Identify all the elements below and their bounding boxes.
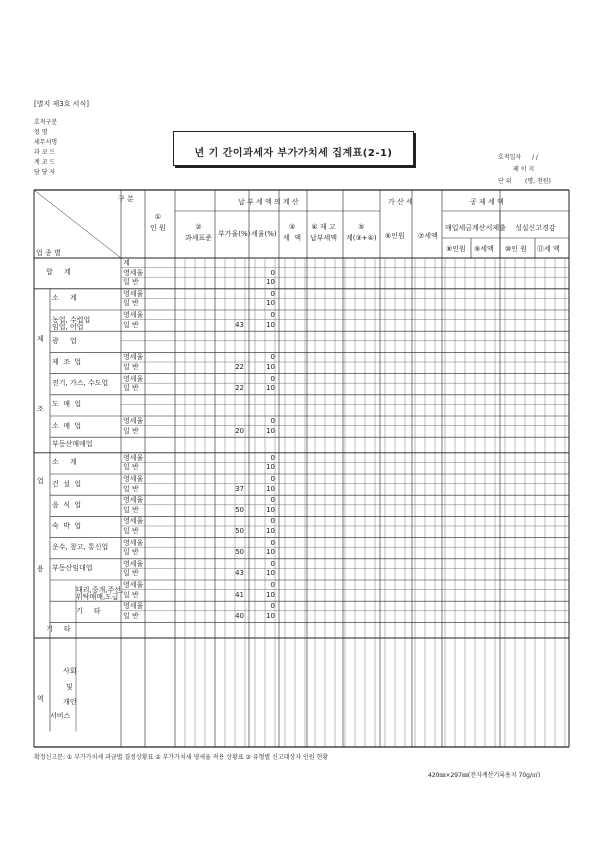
row-label: 기 타 — [76, 606, 101, 615]
row-rate-value: 41 — [235, 590, 244, 599]
left-meta-1: 청 명 — [34, 129, 48, 136]
row-rate-value: 37 — [235, 484, 244, 493]
row-sub-label: 영세율 — [123, 417, 144, 425]
row-taxrate-value: 0 — [270, 374, 275, 383]
row-sub-label: 영세율 — [123, 453, 144, 462]
row-taxrate-value: 0 — [270, 517, 275, 526]
row-label: 도 매 업 — [52, 400, 82, 409]
row-sub-label: 영세율 — [123, 268, 144, 277]
row-taxrate-value: 10 — [266, 299, 275, 308]
row-label: 부동산매매업 — [52, 440, 93, 448]
header-col4: ④ 재 고 납부세액 — [310, 223, 338, 243]
row-rate-value: 50 — [235, 505, 244, 514]
row-label: 전기, 가스, 수도업 — [52, 379, 109, 388]
header-col11: ⑪세 액 — [537, 245, 560, 253]
side-label-manufacture-3: 업 — [37, 477, 44, 485]
row-taxrate-value: 0 — [270, 453, 275, 462]
row-label: 소 계 — [52, 458, 77, 467]
header-col1: ① 인 원 — [150, 213, 166, 233]
row-taxrate-value: 10 — [266, 484, 275, 493]
row-label: 음 식 업 — [52, 500, 82, 509]
form-number: [별지 제3호 서식] — [34, 100, 89, 108]
row-taxrate-value: 0 — [270, 581, 275, 589]
row-sub-label: 일 반 — [123, 527, 139, 535]
row-rate-value: 22 — [235, 363, 244, 371]
side-label-misc-1: 용 — [37, 565, 44, 573]
row-sub-label: 일 반 — [123, 299, 139, 308]
row-taxrate-value: 0 — [270, 602, 275, 611]
header-col9: ⑨세액 — [474, 245, 494, 253]
row-sub-label: 영세율 — [123, 496, 144, 505]
header-col8: ⑧인원 — [446, 245, 466, 253]
row-taxrate-value: 10 — [266, 363, 275, 371]
row-taxrate-value: 10 — [266, 527, 275, 535]
header-payment-group: 납 부 세 액 의 계 산 — [238, 198, 299, 206]
row-label: 소 계 — [52, 294, 77, 303]
unit-label: 단 위 — [498, 178, 512, 185]
row-sub-label: 영세율 — [123, 311, 144, 319]
row-taxrate-value: 10 — [266, 384, 275, 393]
row-taxrate-value: 0 — [270, 268, 275, 277]
row-label: 광 업 — [52, 336, 77, 345]
row-sub-label: 일 반 — [123, 484, 139, 493]
row-sub-label: 영세율 — [123, 538, 144, 547]
row-sub-label: 영세율 — [123, 517, 144, 526]
side-label-service-2: 및 — [66, 683, 73, 691]
row-sub-label: 영세율 — [123, 475, 144, 483]
left-meta-5: 담 당 자 — [34, 169, 56, 176]
row-label: 운수, 창고, 통신업 — [52, 543, 109, 552]
row-label: 부동산임대업 — [52, 564, 93, 573]
row-taxrate-value: 10 — [266, 463, 275, 472]
row-rate-value: 43 — [235, 569, 244, 578]
row-label: 소 매 업 — [52, 421, 82, 430]
row-taxrate-value: 0 — [270, 417, 275, 425]
row-sub-label: 계 — [123, 259, 130, 267]
header-col-taxrate: 세율(%) — [251, 230, 277, 238]
header-col10: ⑩인 원 — [505, 245, 528, 253]
row-taxrate-value: 10 — [266, 548, 275, 557]
row-sub-label: 일 반 — [123, 363, 139, 371]
date-label: 호적일자 — [498, 154, 522, 161]
row-sub-label: 영세율 — [123, 581, 144, 589]
row-sub-label: 일 반 — [123, 590, 139, 599]
header-col7: ⑦세액 — [418, 232, 438, 240]
row-label: 농업, 수렵업 임업, 어업 — [52, 315, 91, 331]
row-label: 제 조 업 — [52, 358, 82, 366]
row-sub-label: 영세율 — [123, 374, 144, 383]
row-sub-label: 영세율 — [123, 353, 144, 362]
header-deduction-group: 공 제 세 액 — [470, 198, 504, 206]
side-label-service-1: 사회 — [63, 667, 77, 675]
row-taxrate-value: 10 — [266, 320, 275, 329]
left-meta-4: 계 코 드 — [34, 159, 56, 166]
row-taxrate-value: 0 — [270, 475, 275, 483]
unit-value: (명, 천원) — [525, 178, 551, 185]
row-sub-label: 영세율 — [123, 289, 144, 298]
header-category: 구 분 — [118, 195, 134, 203]
header-col6: ⑥인원 — [385, 232, 405, 240]
header-col3: ③ 세 액 — [283, 223, 301, 243]
paper-size: 420㎜×297㎜(전자계산기록용지 70g/㎡) — [428, 772, 541, 779]
row-label: 대리,중개,주선, 위탁매매,도급 — [76, 585, 124, 601]
header-subgroup-a: 매입세금계산서제출 — [445, 224, 506, 232]
row-sub-label: 일 반 — [123, 320, 139, 329]
side-label-service-3: 개인 — [63, 698, 77, 706]
row-label: 합 계 — [46, 268, 71, 277]
row-label: 숙 박 업 — [52, 522, 82, 530]
header-diagonal — [34, 190, 121, 258]
page-title: 년 기 간이과세자 부가가치세 집계표(2-1) — [194, 148, 393, 159]
row-sub-label: 일 반 — [123, 548, 139, 557]
footnote: 확정신고분: ① 부가가치세 과금별 결정상황표 ② 부가가치세 영세율 적용 상황표 ③ 유형별 신고대상자 인원 현황 — [34, 754, 329, 761]
left-meta-2: 세무서명 — [34, 139, 58, 146]
row-taxrate-value: 0 — [270, 311, 275, 319]
row-rate-value: 50 — [235, 548, 244, 557]
header-col5: ⑤ 계(③+④) — [346, 223, 377, 243]
page-label: 페 이 지 — [513, 166, 535, 173]
header-subgroup-b: 성실신고경감 — [515, 224, 556, 232]
row-rate-value: 43 — [235, 320, 244, 329]
row-taxrate-value: 10 — [266, 426, 275, 435]
left-meta-3: 과 코 드 — [34, 149, 56, 156]
row-taxrate-value: 0 — [270, 289, 275, 298]
header-industry: 업 종 별 — [36, 249, 61, 257]
row-sub-label: 영세율 — [123, 602, 144, 611]
row-sub-label: 일 반 — [123, 569, 139, 578]
row-label: 기 타 — [46, 625, 71, 634]
row-taxrate-value: 0 — [270, 496, 275, 505]
row-taxrate-value: 10 — [266, 278, 275, 287]
row-taxrate-value: 10 — [266, 505, 275, 514]
row-taxrate-value: 10 — [266, 590, 275, 599]
row-sub-label: 일 반 — [123, 611, 139, 620]
row-sub-label: 일 반 — [123, 463, 139, 472]
row-taxrate-value: 10 — [266, 611, 275, 620]
row-sub-label: 일 반 — [123, 384, 139, 393]
side-label-manufacture-2: 조 — [37, 405, 44, 413]
side-label-misc-2: 역 — [37, 695, 44, 703]
row-taxrate-value: 0 — [270, 538, 275, 547]
row-sub-label: 일 반 — [123, 426, 139, 435]
left-meta-0: 호적구분 — [34, 119, 58, 126]
header-addition-group: 가 산 세 — [388, 198, 413, 206]
header-col-rate: 부가율(%) — [218, 230, 251, 238]
row-taxrate-value: 0 — [270, 353, 275, 362]
row-rate-value: 50 — [235, 527, 244, 535]
date-value: / / — [532, 154, 538, 161]
row-taxrate-value: 0 — [270, 559, 275, 568]
row-sub-label: 일 반 — [123, 505, 139, 514]
row-rate-value: 40 — [235, 611, 244, 620]
row-rate-value: 22 — [235, 384, 244, 393]
header-col2: ② 과세표준 — [185, 223, 213, 243]
row-sub-label: 일 반 — [123, 278, 139, 287]
side-label-service-4: 서비스 — [50, 712, 71, 720]
row-label: 건 설 업 — [52, 479, 82, 488]
side-label-manufacture-1: 제 — [37, 335, 44, 343]
row-rate-value: 20 — [235, 426, 244, 435]
row-sub-label: 영세율 — [123, 559, 144, 568]
row-taxrate-value: 10 — [266, 569, 275, 578]
